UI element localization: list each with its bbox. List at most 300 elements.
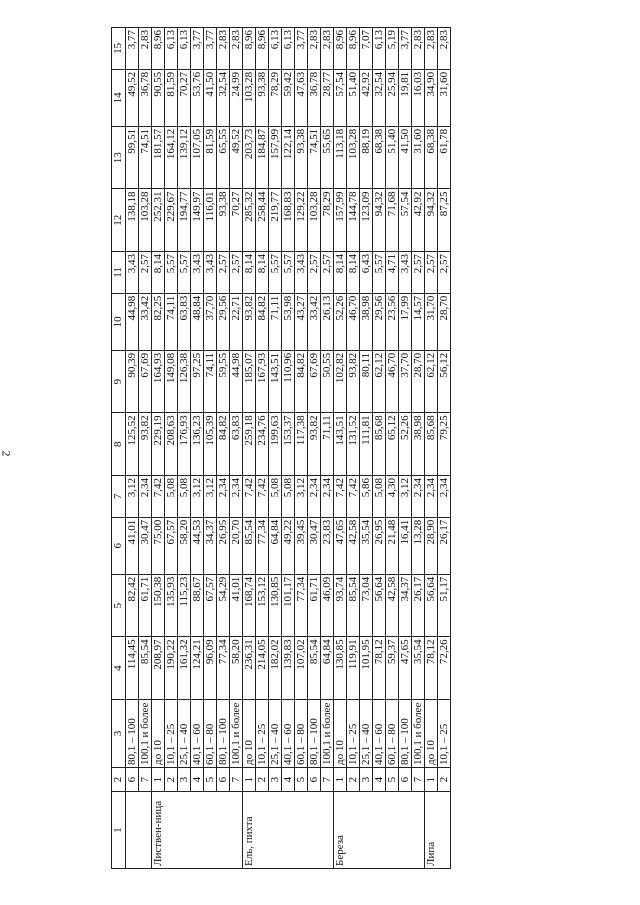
row-number-cell: 2: [347, 768, 360, 792]
value-cell: 78,29: [321, 189, 334, 252]
value-cell: 84,82: [295, 350, 308, 413]
value-cell: 43,27: [295, 293, 308, 350]
column-number: 11: [112, 252, 126, 294]
value-cell: 2,34: [139, 476, 152, 518]
value-cell: 30,47: [139, 517, 152, 574]
row-number-cell: 7: [230, 768, 243, 792]
value-cell: 122,14: [282, 126, 295, 189]
column-number: 9: [112, 350, 126, 413]
value-cell: 143,51: [269, 350, 282, 413]
value-cell: 49,22: [282, 517, 295, 574]
value-cell: 14,57: [412, 293, 425, 350]
value-cell: 44,53: [191, 517, 204, 574]
value-cell: 47,63: [295, 69, 308, 126]
value-cell: 93,38: [295, 126, 308, 189]
range-cell: 40,1 – 60: [282, 699, 295, 767]
row-number-cell: 1: [243, 768, 256, 792]
value-cell: 85,68: [373, 413, 386, 476]
value-cell: 285,32: [243, 189, 256, 252]
value-cell: 26,95: [217, 517, 230, 574]
value-cell: 77,34: [256, 517, 269, 574]
value-cell: 8,96: [347, 28, 360, 70]
value-cell: 208,63: [165, 413, 178, 476]
value-cell: 78,29: [269, 69, 282, 126]
value-cell: 23,83: [321, 517, 334, 574]
value-cell: 6,13: [373, 28, 386, 70]
table-row: [321, 28, 334, 869]
value-cell: 3,77: [191, 28, 204, 70]
value-cell: 53,98: [282, 293, 295, 350]
value-cell: 85,54: [243, 517, 256, 574]
value-cell: 236,31: [243, 637, 256, 700]
value-cell: 21,48: [386, 517, 399, 574]
value-cell: 102,82: [334, 350, 347, 413]
value-cell: 65,55: [217, 126, 230, 189]
row-number-cell: 3: [178, 768, 191, 792]
value-cell: 3,12: [295, 476, 308, 518]
value-cell: 85,68: [425, 413, 438, 476]
value-cell: 194,77: [178, 189, 191, 252]
value-cell: 229,67: [165, 189, 178, 252]
value-cell: 75,00: [152, 517, 165, 574]
value-cell: 31,60: [412, 126, 425, 189]
value-cell: 33,42: [308, 293, 321, 350]
value-cell: 93,82: [139, 413, 152, 476]
value-cell: 34,90: [425, 69, 438, 126]
value-cell: 62,12: [373, 350, 386, 413]
value-cell: 68,38: [373, 126, 386, 189]
table-row: [360, 28, 373, 869]
table-row: [269, 28, 282, 869]
value-cell: 26,13: [321, 293, 334, 350]
value-cell: 2,83: [321, 28, 334, 70]
value-cell: 5,08: [165, 476, 178, 518]
value-cell: 78,12: [425, 637, 438, 700]
value-cell: 8,96: [256, 28, 269, 70]
rotated-page: [111, 27, 525, 869]
value-cell: 2,34: [230, 476, 243, 518]
value-cell: 82,25: [152, 293, 165, 350]
value-cell: 37,70: [204, 293, 217, 350]
row-number-cell: 4: [282, 768, 295, 792]
value-cell: 7,07: [360, 28, 373, 70]
row-number-cell: 7: [321, 768, 334, 792]
value-cell: 38,98: [412, 413, 425, 476]
value-cell: 62,12: [425, 350, 438, 413]
value-cell: 2,57: [139, 252, 152, 294]
value-cell: 97,25: [191, 350, 204, 413]
value-cell: 2,57: [425, 252, 438, 294]
value-cell: 2,34: [425, 476, 438, 518]
value-cell: 51,17: [438, 574, 451, 637]
value-cell: 37,70: [399, 350, 412, 413]
table-row: [308, 28, 321, 869]
column-number: 15: [112, 28, 126, 70]
value-cell: 3,77: [399, 28, 412, 70]
value-cell: 73,04: [360, 574, 373, 637]
value-cell: 36,78: [308, 69, 321, 126]
value-cell: 2,57: [438, 252, 451, 294]
column-number: 12: [112, 189, 126, 252]
value-cell: 2,57: [308, 252, 321, 294]
value-cell: 139,12: [178, 126, 191, 189]
column-number: 4: [112, 637, 126, 700]
value-cell: 85,54: [347, 574, 360, 637]
value-cell: 8,14: [334, 252, 347, 294]
table-body: [112, 28, 451, 869]
column-number: 2: [112, 768, 126, 792]
range-cell: до 10: [334, 699, 347, 767]
value-cell: 77,34: [217, 637, 230, 700]
value-cell: 42,58: [386, 574, 399, 637]
species-cell: Листвен-ница: [152, 792, 243, 869]
value-cell: 34,37: [399, 574, 412, 637]
value-cell: 2,57: [230, 252, 243, 294]
row-number-cell: 6: [126, 768, 139, 792]
value-cell: 94,32: [373, 189, 386, 252]
value-cell: 6,13: [282, 28, 295, 70]
value-cell: 58,20: [230, 637, 243, 700]
value-cell: 5,57: [269, 252, 282, 294]
value-cell: 74,51: [139, 126, 152, 189]
value-cell: 26,95: [373, 517, 386, 574]
range-cell: 100,1 и более: [230, 699, 243, 767]
value-cell: 130,85: [269, 574, 282, 637]
value-cell: 6,13: [269, 28, 282, 70]
range-cell: 60,1 – 80: [386, 699, 399, 767]
value-cell: 8,14: [347, 252, 360, 294]
value-cell: 26,17: [412, 574, 425, 637]
row-number-cell: 7: [139, 768, 152, 792]
value-cell: 61,71: [308, 574, 321, 637]
value-cell: 8,96: [334, 28, 347, 70]
range-cell: до 10: [152, 699, 165, 767]
row-number-cell: 1: [425, 768, 438, 792]
value-cell: 42,58: [347, 517, 360, 574]
value-cell: 114,45: [126, 637, 139, 700]
value-cell: 61,78: [438, 126, 451, 189]
value-cell: 28,70: [438, 293, 451, 350]
value-cell: 93,38: [256, 69, 269, 126]
value-cell: 2,83: [139, 28, 152, 70]
row-number-cell: 4: [191, 768, 204, 792]
column-number: 13: [112, 126, 126, 189]
column-number: 1: [112, 792, 126, 869]
value-cell: 7,42: [256, 476, 269, 518]
value-cell: 67,69: [308, 350, 321, 413]
range-cell: 60,1 – 80: [295, 699, 308, 767]
value-cell: 3,43: [204, 252, 217, 294]
table-row: [334, 28, 347, 869]
value-cell: 103,28: [347, 126, 360, 189]
value-cell: 59,55: [217, 350, 230, 413]
value-cell: 8,14: [243, 252, 256, 294]
value-cell: 5,57: [373, 252, 386, 294]
value-cell: 16,41: [399, 517, 412, 574]
species-cell: Липа: [425, 792, 451, 869]
value-cell: 124,21: [191, 637, 204, 700]
species-cell: [126, 792, 152, 869]
value-cell: 44,98: [230, 350, 243, 413]
table-row: [347, 28, 360, 869]
column-number: 6: [112, 517, 126, 574]
value-cell: 119,91: [347, 637, 360, 700]
value-cell: 93,38: [217, 189, 230, 252]
value-cell: 153,12: [256, 574, 269, 637]
value-cell: 2,34: [438, 476, 451, 518]
row-number-cell: 4: [373, 768, 386, 792]
range-cell: 10,1 – 25: [438, 699, 451, 767]
value-cell: 71,11: [321, 413, 334, 476]
value-cell: 3,12: [191, 476, 204, 518]
value-cell: 123,09: [360, 189, 373, 252]
value-cell: 68,38: [425, 126, 438, 189]
value-cell: 31,60: [438, 69, 451, 126]
value-cell: 65,12: [386, 413, 399, 476]
row-number-cell: 2: [256, 768, 269, 792]
value-cell: 28,70: [412, 350, 425, 413]
value-cell: 3,12: [204, 476, 217, 518]
value-cell: 39,45: [295, 517, 308, 574]
range-cell: 80,1 – 100: [308, 699, 321, 767]
range-cell: 25,1 – 40: [360, 699, 373, 767]
value-cell: 4,30: [386, 476, 399, 518]
value-cell: 219,77: [269, 189, 282, 252]
range-cell: 100,1 и более: [139, 699, 152, 767]
value-cell: 3,77: [295, 28, 308, 70]
table-row: [438, 28, 451, 869]
value-cell: 67,69: [139, 350, 152, 413]
value-cell: 184,87: [256, 126, 269, 189]
row-number-cell: 1: [152, 768, 165, 792]
value-cell: 32,54: [217, 69, 230, 126]
value-cell: 8,96: [152, 28, 165, 70]
value-cell: 203,73: [243, 126, 256, 189]
row-number-cell: 2: [438, 768, 451, 792]
value-cell: 129,22: [295, 189, 308, 252]
value-cell: 51,40: [386, 126, 399, 189]
species-cell: Ель, пихта: [243, 792, 334, 869]
range-cell: до 10: [243, 699, 256, 767]
table-row: [178, 28, 191, 869]
range-cell: 100,1 и более: [321, 699, 334, 767]
value-cell: 176,93: [178, 413, 191, 476]
value-cell: 93,82: [243, 293, 256, 350]
value-cell: 29,56: [217, 293, 230, 350]
table-row: [139, 28, 152, 869]
value-cell: 35,54: [412, 637, 425, 700]
value-cell: 96,09: [204, 637, 217, 700]
value-cell: 41,50: [399, 126, 412, 189]
value-cell: 214,05: [256, 637, 269, 700]
value-cell: 115,23: [178, 574, 191, 637]
range-cell: 10,1 – 25: [256, 699, 269, 767]
value-cell: 51,40: [347, 69, 360, 126]
value-cell: 99,51: [126, 126, 139, 189]
table-row: [256, 28, 269, 869]
value-cell: 168,83: [282, 189, 295, 252]
value-cell: 2,34: [412, 476, 425, 518]
value-cell: 41,01: [126, 517, 139, 574]
value-cell: 107,05: [191, 126, 204, 189]
value-cell: 5,86: [360, 476, 373, 518]
value-cell: 2,57: [412, 252, 425, 294]
value-cell: 35,54: [360, 517, 373, 574]
row-number-cell: 3: [269, 768, 282, 792]
price-table: [111, 27, 451, 869]
value-cell: 258,44: [256, 189, 269, 252]
value-cell: 78,12: [373, 637, 386, 700]
value-cell: 59,37: [386, 637, 399, 700]
value-cell: 2,57: [321, 252, 334, 294]
value-cell: 185,07: [243, 350, 256, 413]
table-row: [243, 28, 256, 869]
column-number: 10: [112, 293, 126, 350]
value-cell: 5,08: [269, 476, 282, 518]
value-cell: 6,13: [178, 28, 191, 70]
value-cell: 22,71: [230, 293, 243, 350]
value-cell: 101,95: [360, 637, 373, 700]
value-cell: 46,70: [347, 293, 360, 350]
value-cell: 55,65: [321, 126, 334, 189]
value-cell: 4,71: [386, 252, 399, 294]
value-cell: 103,28: [139, 189, 152, 252]
value-cell: 57,54: [334, 69, 347, 126]
value-cell: 138,18: [126, 189, 139, 252]
value-cell: 7,42: [243, 476, 256, 518]
value-cell: 88,19: [360, 126, 373, 189]
value-cell: 130,85: [334, 637, 347, 700]
value-cell: 74,51: [308, 126, 321, 189]
value-cell: 5,57: [165, 252, 178, 294]
value-cell: 16,03: [412, 69, 425, 126]
value-cell: 93,74: [334, 574, 347, 637]
value-cell: 47,65: [399, 637, 412, 700]
value-cell: 87,25: [438, 189, 451, 252]
value-cell: 88,67: [191, 574, 204, 637]
value-cell: 56,12: [438, 350, 451, 413]
row-number-cell: 5: [386, 768, 399, 792]
value-cell: 101,17: [282, 574, 295, 637]
value-cell: 94,32: [425, 189, 438, 252]
value-cell: 38,98: [360, 293, 373, 350]
value-cell: 42,92: [360, 69, 373, 126]
range-cell: 40,1 – 60: [191, 699, 204, 767]
row-number-cell: 3: [360, 768, 373, 792]
value-cell: 3,43: [191, 252, 204, 294]
value-cell: 50,55: [321, 350, 334, 413]
value-cell: 77,34: [295, 574, 308, 637]
table-row: [282, 28, 295, 869]
value-cell: 17,99: [399, 293, 412, 350]
range-cell: 10,1 – 25: [165, 699, 178, 767]
value-cell: 157,99: [334, 189, 347, 252]
value-cell: 61,71: [139, 574, 152, 637]
row-number-cell: 6: [217, 768, 230, 792]
value-cell: 67,57: [204, 574, 217, 637]
value-cell: 72,26: [438, 637, 451, 700]
range-cell: 60,1 – 80: [204, 699, 217, 767]
row-number-cell: 6: [308, 768, 321, 792]
value-cell: 84,82: [256, 293, 269, 350]
row-number-cell: 6: [399, 768, 412, 792]
value-cell: 164,93: [152, 350, 165, 413]
value-cell: 8,14: [256, 252, 269, 294]
value-cell: 41,01: [230, 574, 243, 637]
value-cell: 41,50: [204, 69, 217, 126]
value-cell: 131,52: [347, 413, 360, 476]
value-cell: 5,08: [282, 476, 295, 518]
value-cell: 2,83: [308, 28, 321, 70]
value-cell: 5,57: [178, 252, 191, 294]
value-cell: 7,42: [347, 476, 360, 518]
value-cell: 19,81: [399, 69, 412, 126]
value-cell: 23,56: [386, 293, 399, 350]
value-cell: 182,02: [269, 637, 282, 700]
value-cell: 144,78: [347, 189, 360, 252]
value-cell: 48,84: [191, 293, 204, 350]
table-row: [412, 28, 425, 869]
value-cell: 111,81: [360, 413, 373, 476]
value-cell: 93,82: [308, 413, 321, 476]
value-cell: 3,43: [126, 252, 139, 294]
value-cell: 46,09: [321, 574, 334, 637]
value-cell: 153,37: [282, 413, 295, 476]
value-cell: 139,83: [282, 637, 295, 700]
range-cell: 100,1 и более: [412, 699, 425, 767]
value-cell: 57,54: [399, 189, 412, 252]
value-cell: 117,38: [295, 413, 308, 476]
value-cell: 167,93: [256, 350, 269, 413]
value-cell: 54,29: [217, 574, 230, 637]
table-row: [295, 28, 308, 869]
value-cell: 93,82: [347, 350, 360, 413]
value-cell: 103,28: [243, 69, 256, 126]
value-cell: 80,11: [360, 350, 373, 413]
row-number-cell: 5: [295, 768, 308, 792]
value-cell: 2,83: [217, 28, 230, 70]
value-cell: 105,39: [204, 413, 217, 476]
value-cell: 58,20: [178, 517, 191, 574]
value-cell: 3,12: [399, 476, 412, 518]
row-number-cell: 2: [165, 768, 178, 792]
value-cell: 53,76: [191, 69, 204, 126]
value-cell: 33,42: [139, 293, 152, 350]
value-cell: 149,97: [191, 189, 204, 252]
value-cell: 28,77: [321, 69, 334, 126]
range-cell: 40,1 – 60: [373, 699, 386, 767]
value-cell: 168,74: [243, 574, 256, 637]
range-cell: до 10: [425, 699, 438, 767]
row-number-cell: 5: [204, 768, 217, 792]
table-row: [373, 28, 386, 869]
value-cell: 8,14: [152, 252, 165, 294]
value-cell: 71,68: [386, 189, 399, 252]
value-cell: 81,59: [165, 69, 178, 126]
value-cell: 81,59: [204, 126, 217, 189]
value-cell: 84,82: [217, 413, 230, 476]
value-cell: 6,13: [165, 28, 178, 70]
value-cell: 47,65: [334, 517, 347, 574]
value-cell: 5,19: [386, 28, 399, 70]
range-cell: 80,1 – 100: [217, 699, 230, 767]
value-cell: 2,34: [308, 476, 321, 518]
value-cell: 164,12: [165, 126, 178, 189]
value-cell: 90,55: [152, 69, 165, 126]
value-cell: 252,31: [152, 189, 165, 252]
value-cell: 8,96: [243, 28, 256, 70]
value-cell: 3,12: [126, 476, 139, 518]
